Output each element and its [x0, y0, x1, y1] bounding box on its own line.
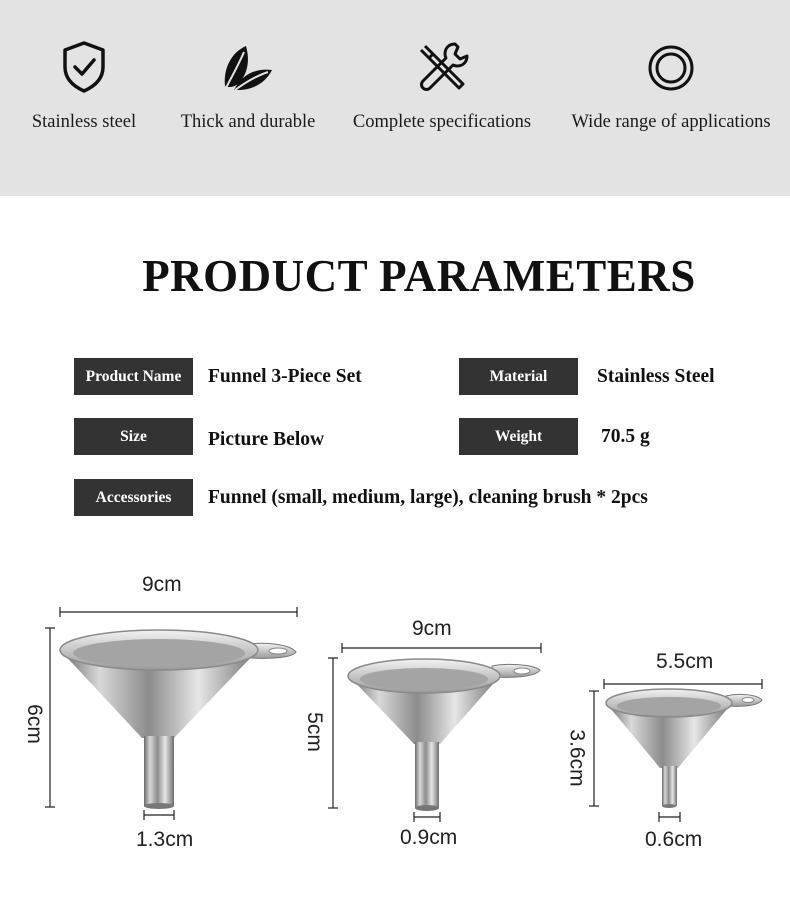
feature-label: Thick and durable [180, 112, 316, 132]
large-funnel [45, 607, 297, 820]
small-height-label: 3.6cm [565, 729, 589, 787]
small-width-label: 5.5cm [656, 650, 714, 673]
small-spout-label: 0.6cm [645, 828, 703, 851]
weight-tag: Weight [459, 418, 578, 455]
weight-value: 70.5 g [601, 426, 650, 447]
feature-stainless-steel [20, 40, 148, 133]
feature-label: Wide range of applications [571, 112, 771, 132]
material-tag: Material [459, 358, 578, 395]
ring-icon [646, 40, 696, 94]
shield-check-icon [61, 40, 107, 94]
feature-complete-specs [342, 40, 542, 133]
feature-thick-durable [172, 40, 324, 133]
medium-spout-label: 0.9cm [400, 826, 458, 849]
material-value: Stainless Steel [597, 366, 715, 387]
product-name-value: Funnel 3-Piece Set [208, 366, 362, 387]
medium-funnel [328, 643, 541, 822]
medium-width-label: 9cm [412, 617, 452, 640]
feature-wide-range [560, 40, 782, 133]
tools-icon [415, 40, 469, 94]
large-spout-label: 1.3cm [136, 828, 194, 851]
page-title: PRODUCT PARAMETERS [142, 251, 696, 301]
leaf-icon [220, 40, 276, 94]
feature-label: Stainless steel [31, 112, 137, 132]
feature-label: Complete specifications [352, 112, 532, 132]
large-width-label: 9cm [142, 573, 182, 596]
accessories-value: Funnel (small, medium, large), cleaning brush * 2pcs [208, 487, 648, 508]
medium-height-label: 5cm [302, 712, 326, 752]
size-tag: Size [74, 418, 193, 455]
small-funnel [589, 679, 762, 822]
size-value: Picture Below [208, 429, 325, 450]
large-height-label: 6cm [22, 704, 46, 744]
product-name-tag: Product Name [74, 358, 193, 395]
accessories-tag: Accessories [74, 479, 193, 516]
